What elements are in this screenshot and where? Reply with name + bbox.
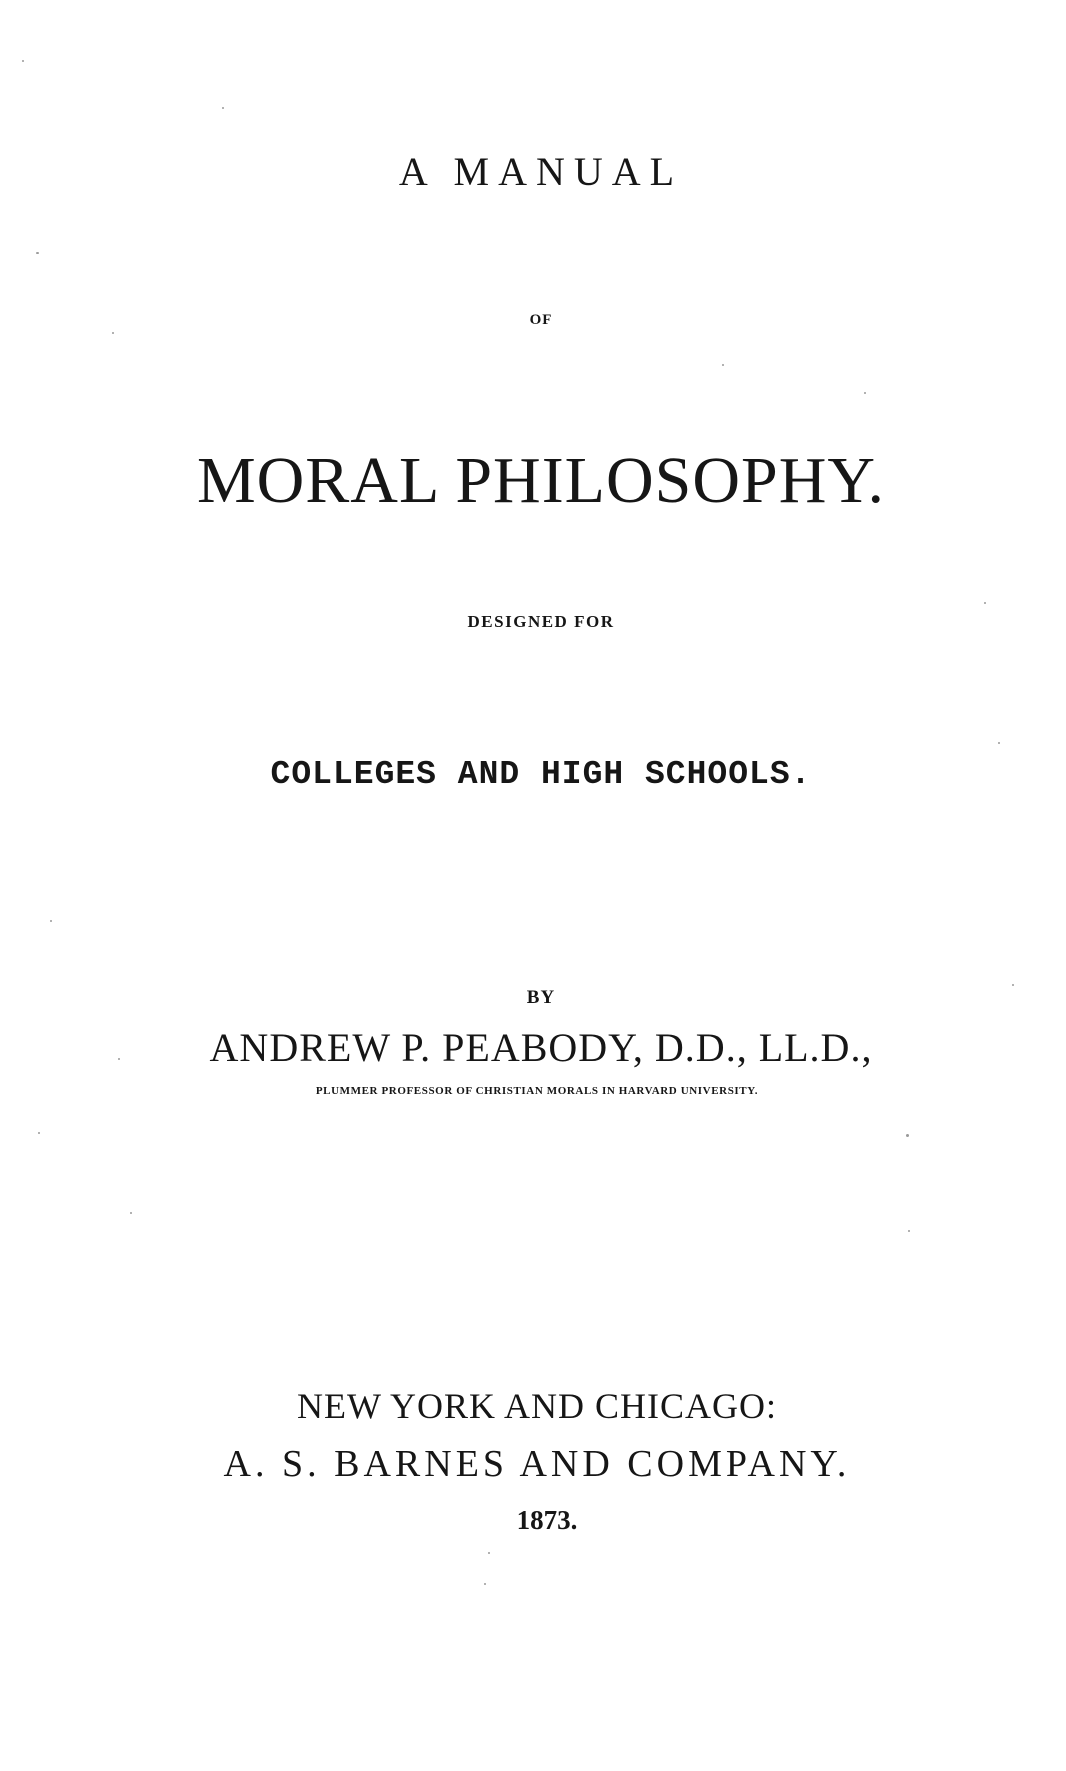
title-line-of: OF (529, 312, 553, 328)
scan-speck (488, 1552, 490, 1554)
scan-speck (222, 107, 224, 109)
scan-speck (38, 1132, 40, 1134)
title-line-manual: A MANUAL (398, 149, 684, 194)
scan-speck (118, 1058, 120, 1060)
scan-speck (908, 1230, 910, 1232)
designed-for: DESIGNED FOR (467, 612, 615, 631)
scan-speck (112, 332, 114, 334)
by-line: BY (526, 987, 556, 1008)
scan-speck (998, 742, 1000, 744)
author-name: ANDREW P. PEABODY, D.D., LL.D., (209, 1025, 873, 1070)
scan-speck (722, 364, 724, 366)
publisher: A. S. BARNES AND COMPANY. (223, 1443, 851, 1485)
title-main: MORAL PHILOSOPHY. (196, 444, 886, 517)
scan-speck (906, 1134, 909, 1137)
scan-speck (130, 1212, 132, 1214)
scan-speck (1012, 984, 1014, 986)
publication-place: NEW YORK AND CHICAGO: (297, 1386, 777, 1426)
scan-speck (484, 1583, 486, 1585)
author-title: PLUMMER PROFESSOR OF CHRISTIAN MORALS IN HARVARD UNIVERSITY. (315, 1085, 759, 1097)
scan-speck (984, 602, 986, 604)
publication-year: 1873. (516, 1505, 578, 1535)
audience: COLLEGES AND HIGH SCHOOLS. (270, 756, 812, 793)
scan-speck (50, 920, 52, 922)
scan-speck (22, 60, 24, 62)
scan-speck (36, 252, 39, 254)
scan-speck (864, 392, 866, 394)
